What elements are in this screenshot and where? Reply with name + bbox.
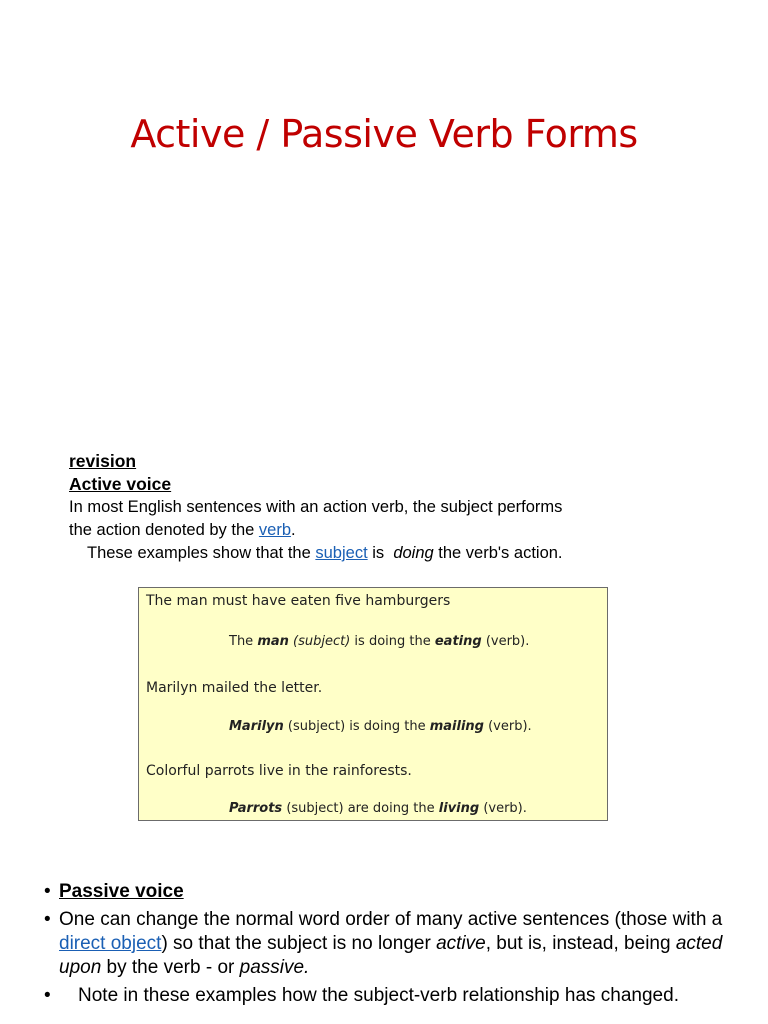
intro-line-3-em: doing (393, 544, 434, 562)
revision-heading: revision (69, 451, 137, 471)
bullet-text: by the verb - or (101, 957, 240, 978)
example-note (229, 634, 529, 649)
bullet-dot: • (44, 881, 51, 902)
intro-line-3-end: the verb's action. (433, 544, 563, 562)
bullet-dot: • (44, 985, 51, 1006)
note-text: (subject) is doing the (283, 719, 430, 734)
note-subject: man (257, 634, 289, 649)
example-sentence: Marilyn mailed the letter. (146, 680, 323, 696)
bullet-text: ) so that the subject is no longer (161, 933, 437, 954)
bullet-dot: • (44, 909, 51, 930)
note-subject-label: (subject) (288, 634, 351, 649)
bullet-em: active (436, 933, 486, 954)
intro-line-3 (69, 542, 709, 565)
direct-object-link[interactable]: direct object (59, 933, 162, 954)
example-note (229, 719, 532, 734)
note-verb: eating (434, 634, 482, 649)
bullet-em: acted upon (59, 933, 723, 978)
intro-line-2-text: the action denoted by the (69, 521, 259, 539)
passive-voice-heading: Passive voice (59, 881, 184, 902)
note-subject: Marilyn (229, 719, 284, 734)
intro-line-2-end: . (291, 521, 296, 539)
note-verb: living (438, 801, 480, 816)
examples-box (138, 587, 608, 821)
note-text: (verb). (481, 634, 530, 649)
note-text: The (229, 634, 258, 649)
intro-line-3-text: These examples show that the (87, 544, 316, 562)
example-sentence: Colorful parrots live in the rainforests. (146, 763, 412, 779)
bullet-text: , but is, instead, being (485, 933, 676, 954)
note-subject: Parrots (229, 801, 283, 816)
note-verb: mailing (429, 719, 484, 734)
example-note (229, 801, 527, 816)
bullet-text: Note in these examples how the subject-verb relationship has changed. (78, 985, 679, 1006)
active-voice-heading: Active voice (69, 474, 172, 494)
slide-title: Active / Passive Verb Forms (130, 112, 638, 156)
intro-line-3-mid: is (367, 544, 394, 562)
intro-section (69, 450, 709, 565)
example-sentence: The man must have eaten five hamburgers (146, 593, 451, 609)
note-text: is doing the (350, 634, 435, 649)
bullet-passive-voice (44, 880, 744, 904)
verb-link[interactable]: verb (258, 521, 292, 539)
note-text: (verb). (479, 801, 527, 816)
subject-link[interactable]: subject (315, 544, 368, 562)
bullet-word-order (44, 908, 744, 980)
bullet-em: passive. (239, 957, 310, 978)
intro-line-2 (69, 519, 709, 542)
note-text: (verb). (483, 719, 532, 734)
intro-line-1: In most English sentences with an action verb, the subject performs (69, 498, 563, 516)
bullet-list (44, 880, 744, 1012)
bullet-note (44, 984, 744, 1008)
bullet-text: One can change the normal word order of many active sentences (those with a (59, 909, 723, 930)
note-text: (subject) are doing the (282, 801, 439, 816)
